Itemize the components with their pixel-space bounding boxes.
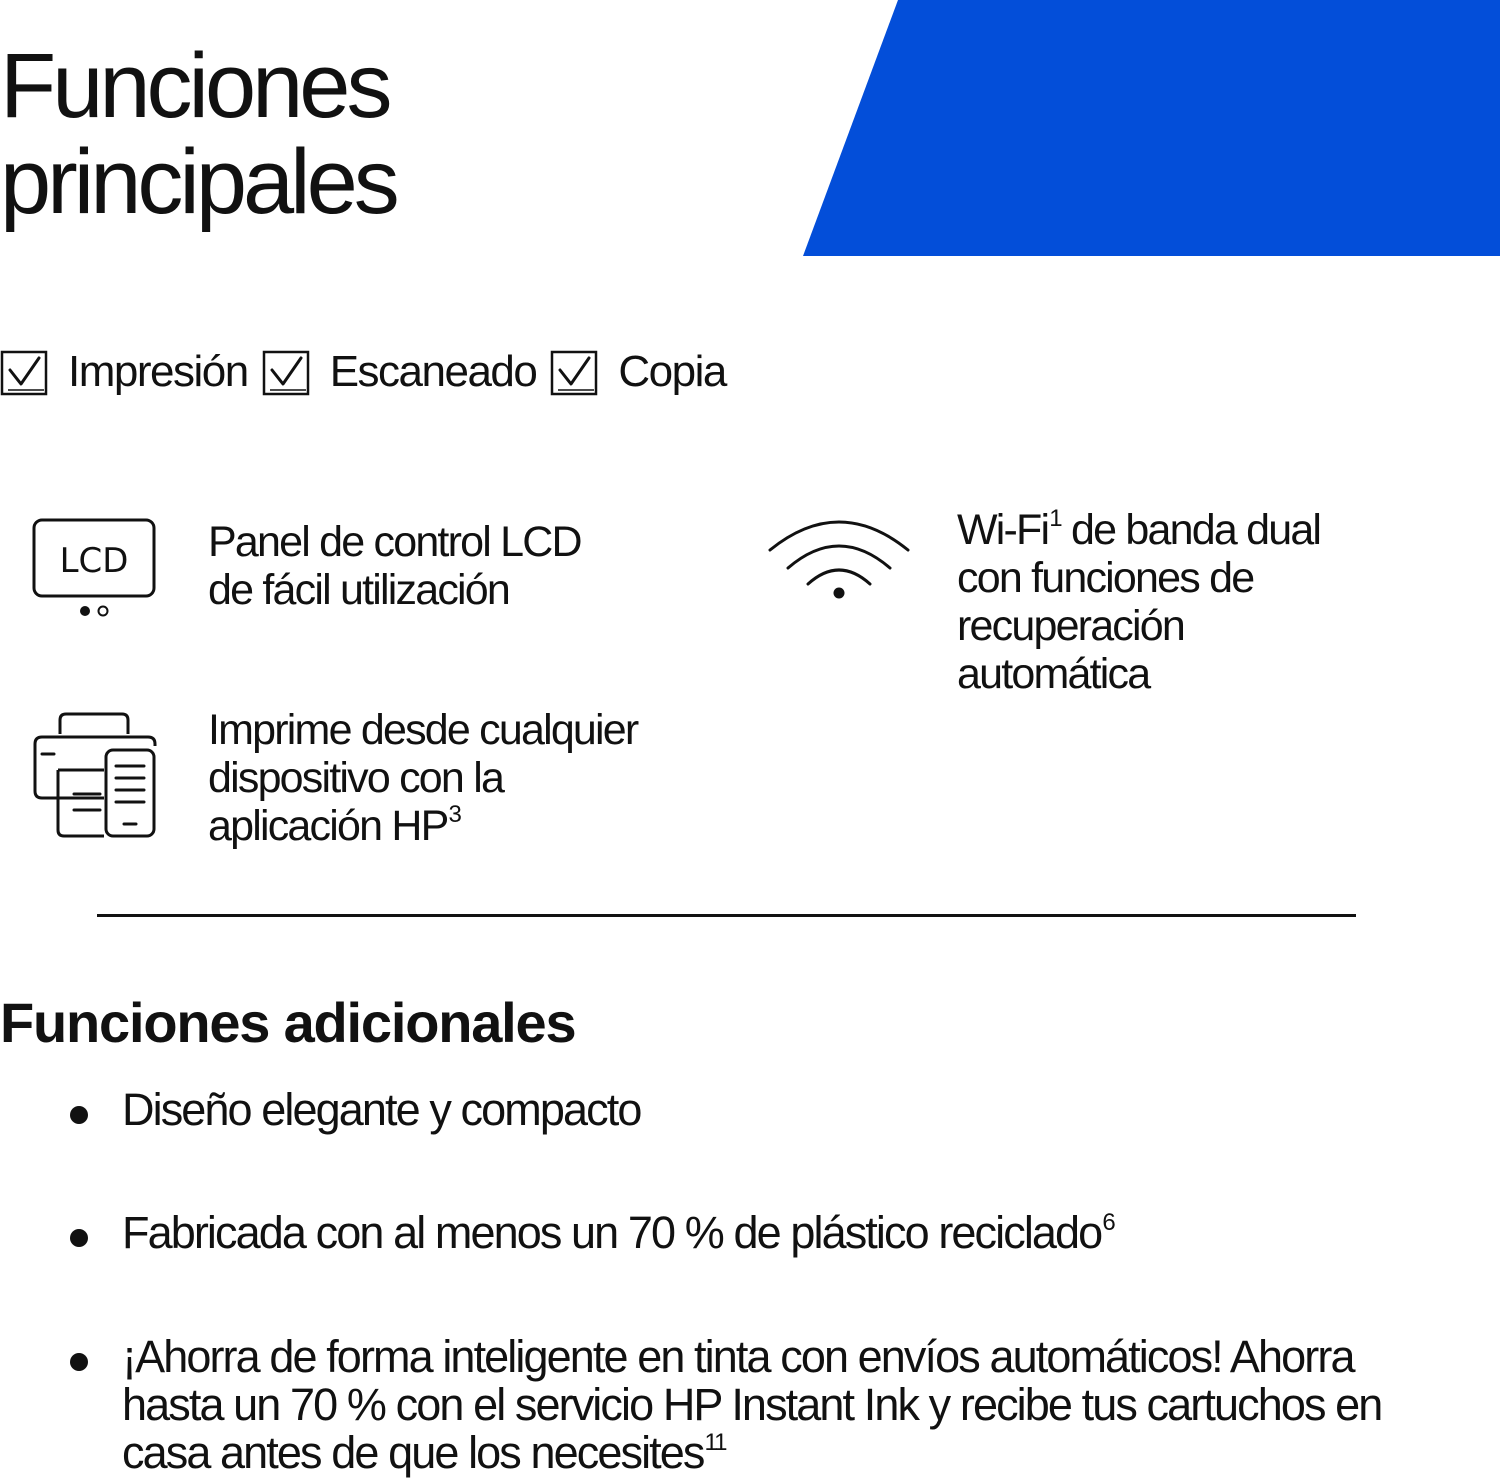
list-item-line: Diseño elegante y compacto (122, 1084, 641, 1135)
footnote-marker: 1 (1049, 505, 1061, 532)
check-label-impresion: Impresión (68, 347, 248, 396)
list-item-line (122, 1429, 1452, 1477)
feature-wifi-text (957, 506, 1320, 698)
page-title-line-2: principales (0, 131, 396, 233)
list-item-line-text: casa antes de que los necesites (122, 1427, 704, 1478)
wifi-icon (766, 514, 912, 604)
footnote-marker: 3 (448, 801, 461, 828)
feature-app-line-3 (208, 802, 637, 850)
wifi-label-rest: de banda dual (1060, 506, 1321, 554)
feature-app-text (208, 706, 637, 850)
checkbox-checked-icon (0, 348, 48, 396)
list-item-text (122, 1209, 1452, 1257)
footnote-marker: 11 (704, 1429, 726, 1456)
check-label-escaneado: Escaneado (329, 347, 537, 396)
feature-wifi-line-3: recuperación (957, 602, 1184, 650)
page-title (0, 35, 396, 233)
check-item-escaneado (262, 344, 551, 400)
page-title-line-1: Funciones (0, 35, 389, 137)
feature-app-line-3-text: aplicación HP (208, 802, 448, 850)
lcd-panel-icon (30, 516, 158, 620)
check-item-impresion (0, 344, 262, 400)
check-item-copia (550, 344, 739, 400)
checkbox-checked-icon (262, 348, 310, 396)
feature-lcd-text (208, 518, 581, 614)
bullet-icon (70, 1353, 88, 1371)
bullet-icon (70, 1229, 88, 1247)
checkbox-checked-icon (550, 348, 598, 396)
feature-app-line-1: Imprime desde cualquier (208, 706, 638, 754)
list-item-text (122, 1086, 1452, 1134)
section-divider (97, 914, 1356, 917)
list-item-line: ¡Ahorra de forma inteligente en tinta con envíos automáticos! Ahorra (122, 1331, 1354, 1382)
feature-app-line-2: dispositivo con la (208, 754, 504, 802)
section-title: Funciones adicionales (0, 991, 576, 1054)
feature-wifi-line-2: con funciones de (957, 554, 1254, 602)
list-item-line: hasta un 70 % con el servicio HP Instant Ink y recibe tus cartuchos en (122, 1379, 1382, 1430)
feature-wifi-line-4: automática (957, 650, 1150, 698)
core-functions-checklist (0, 344, 740, 400)
lcd-icon-text: LCD (59, 541, 129, 581)
feature-wifi-line-1 (957, 506, 1320, 554)
feature-lcd-line-1: Panel de control LCD (208, 518, 581, 566)
printer-phone-icon (30, 710, 160, 842)
feature-lcd-line-2: de fácil utilización (208, 566, 510, 614)
check-label-copia: Copia (618, 347, 726, 396)
list-item-line: Fabricada con al menos un 70 % de plástico reciclado (122, 1207, 1102, 1258)
footnote-marker: 6 (1102, 1209, 1114, 1236)
wifi-label: Wi-Fi (957, 506, 1049, 554)
list-item-text (122, 1333, 1452, 1477)
bullet-icon (70, 1106, 88, 1124)
